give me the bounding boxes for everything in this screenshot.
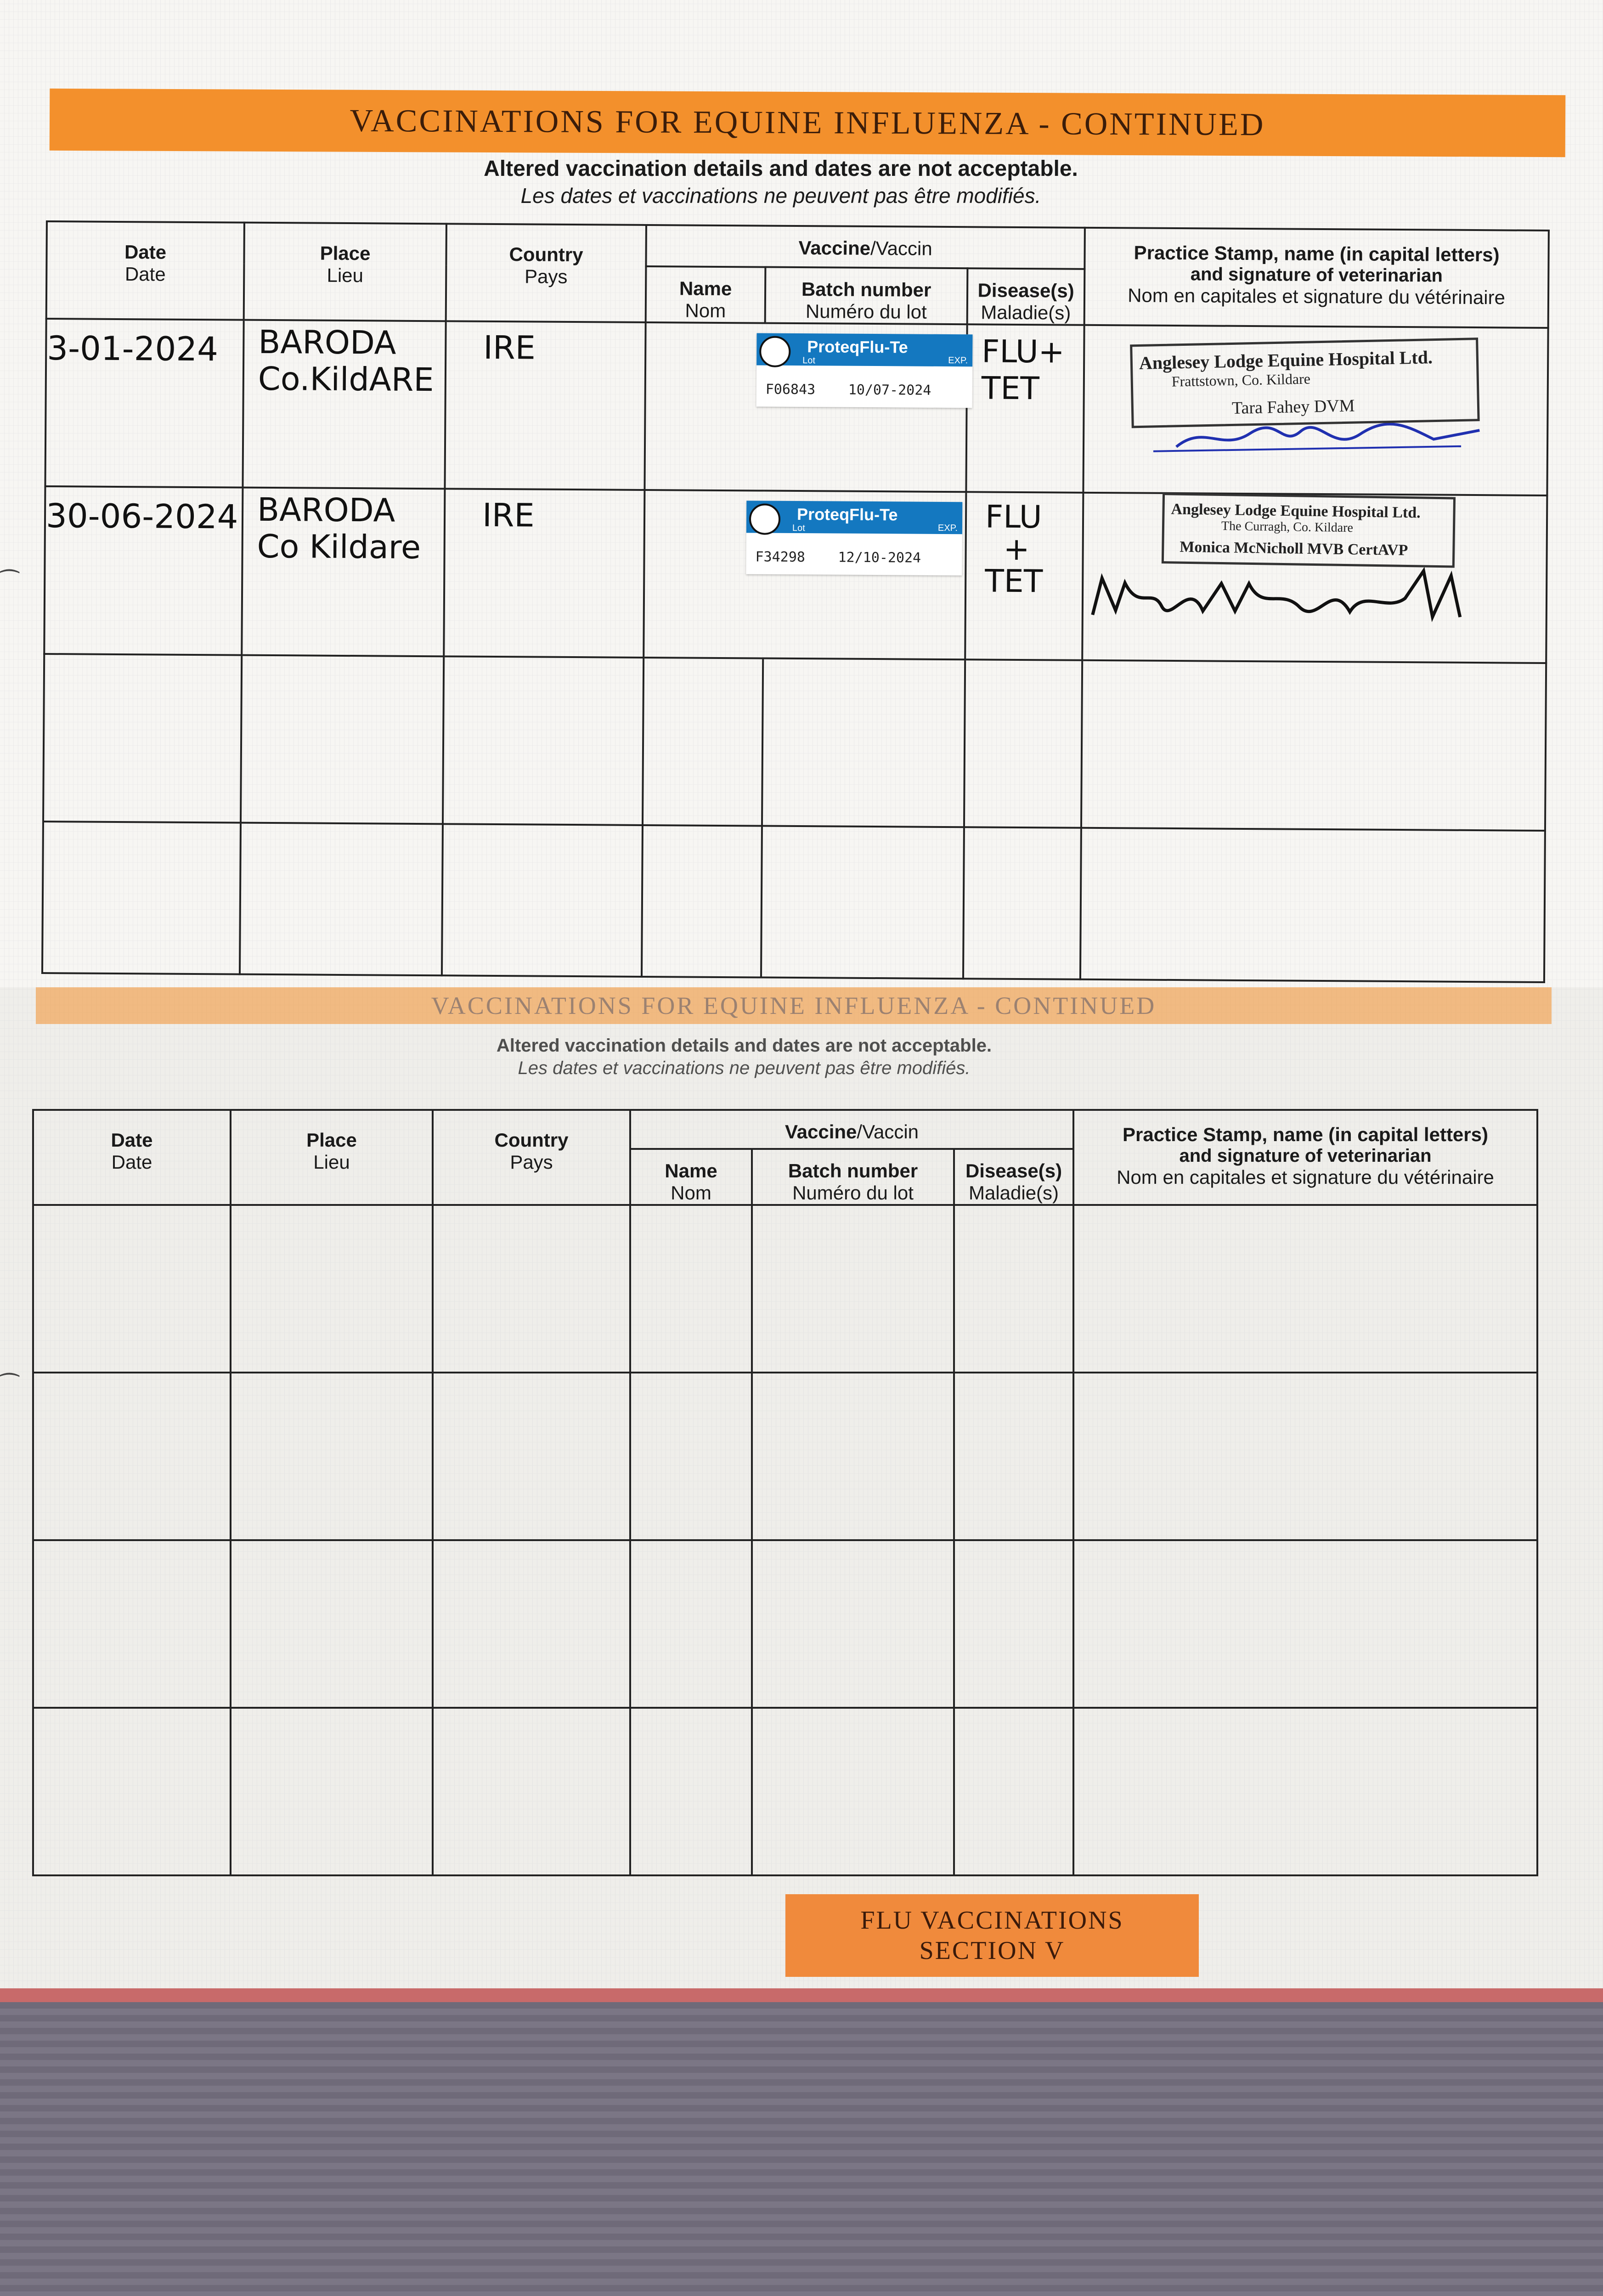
entry-place: BARODA Co Kildare bbox=[242, 488, 445, 657]
entry-date: 30-06-2024 bbox=[44, 486, 243, 655]
batch-number: F06843 bbox=[765, 381, 816, 398]
entry-date: 3-01-2024 bbox=[45, 319, 243, 488]
entry-country: IRE bbox=[445, 321, 645, 490]
top-vaccination-table bbox=[41, 220, 1550, 983]
bottom-vaccination-table bbox=[32, 1109, 1538, 1876]
header-disease: Disease(s) Maladie(s) bbox=[967, 268, 1085, 325]
entry-vaccine-label-cell bbox=[644, 322, 967, 492]
header-country: Country Pays bbox=[446, 224, 646, 322]
header-date: Date Date bbox=[33, 1110, 231, 1205]
table-row bbox=[44, 486, 1547, 663]
expiry-date: 12/10-2024 bbox=[838, 549, 921, 566]
side-mark: ⁀ bbox=[0, 1373, 19, 1399]
bottom-notice bbox=[423, 1035, 1066, 1079]
vet-stamp: Anglesey Lodge Equine Hospital Ltd. Frattstown, Co. Kildare Tara Fahey DVM bbox=[1130, 338, 1480, 428]
header-batch: Batch number Numéro du lot bbox=[752, 1149, 954, 1205]
expiry-date: 10/07-2024 bbox=[848, 382, 931, 399]
entry-stamp bbox=[1082, 493, 1547, 663]
header-practice-stamp: Practice Stamp, name (in capital letters) and signature of veterinarian Nom en capitales et signature du vétérinaire bbox=[1073, 1110, 1537, 1205]
vaccine-logo-icon bbox=[749, 503, 780, 535]
header-name: Name Nom bbox=[630, 1149, 752, 1205]
vaccine-logo-icon bbox=[759, 336, 790, 367]
notice-french: Les dates et vaccinations ne peuvent pas être modifiés. bbox=[518, 1058, 971, 1078]
header-country: Country Pays bbox=[433, 1110, 630, 1205]
header-disease: Disease(s) Maladie(s) bbox=[954, 1149, 1073, 1205]
vaccine-sticker: ProteqFlu-Te Lot EXP. F34298 12/10-2024 bbox=[746, 501, 962, 575]
table-row bbox=[42, 822, 1545, 982]
header-date: Date Date bbox=[46, 221, 244, 320]
vet-stamp: Anglesey Lodge Equine Hospital Ltd. The Curragh, Co. Kildare Monica McNicholl MVB CertAVP bbox=[1162, 493, 1456, 568]
section-footer bbox=[785, 1894, 1199, 1977]
header-place: Place Lieu bbox=[244, 223, 446, 321]
book-edge bbox=[0, 1988, 1603, 2002]
signature-2 bbox=[1084, 560, 1525, 631]
top-banner: VACCINATIONS FOR EQUINE INFLUENZA - CONTINUED bbox=[50, 89, 1566, 157]
entry-disease: FLU+ TET bbox=[966, 324, 1084, 493]
header-place: Place Lieu bbox=[231, 1110, 433, 1205]
header-vaccine: Vaccine/Vaccin bbox=[646, 225, 1085, 269]
book-cover bbox=[0, 2002, 1603, 2296]
side-mark: ⁀ bbox=[0, 570, 19, 596]
table-row bbox=[33, 1205, 1537, 1373]
footer-line-2: SECTION V bbox=[919, 1936, 1065, 1965]
table-row bbox=[33, 1708, 1537, 1875]
entry-vaccine-label-cell bbox=[643, 490, 966, 659]
table-row bbox=[45, 319, 1548, 495]
notice-english: Altered vaccination details and dates are not acceptable. bbox=[496, 1035, 992, 1056]
entry-disease: FLU + TET bbox=[965, 492, 1083, 660]
batch-number: F34298 bbox=[755, 549, 806, 566]
header-practice-stamp: Practice Stamp, name (in capital letters) and signature of veterinarian Nom en capitales et signature du vétérinaire bbox=[1084, 228, 1549, 328]
notice-english: Altered vaccination details and dates are not acceptable. bbox=[484, 157, 1078, 181]
entry-place: BARODA Co.KildARE bbox=[243, 320, 446, 489]
header-name: Name Nom bbox=[646, 266, 766, 323]
header-vaccine: Vaccine/Vaccin bbox=[630, 1110, 1073, 1149]
table-row bbox=[43, 654, 1546, 831]
header-batch: Batch number Numéro du lot bbox=[765, 267, 968, 325]
entry-stamp bbox=[1083, 325, 1548, 495]
footer-line-1: FLU VACCINATIONS bbox=[860, 1906, 1124, 1935]
table-row bbox=[33, 1373, 1537, 1540]
bottom-banner: VACCINATIONS FOR EQUINE INFLUENZA - CONTINUED bbox=[36, 987, 1552, 1024]
table-row bbox=[33, 1540, 1537, 1708]
entry-country: IRE bbox=[444, 489, 644, 658]
notice-french: Les dates et vaccinations ne peuvent pas être modifiés. bbox=[520, 184, 1041, 208]
vaccine-sticker: ProteqFlu-Te Lot EXP. F06843 10/07-2024 bbox=[756, 333, 973, 408]
top-notice bbox=[459, 156, 1102, 208]
